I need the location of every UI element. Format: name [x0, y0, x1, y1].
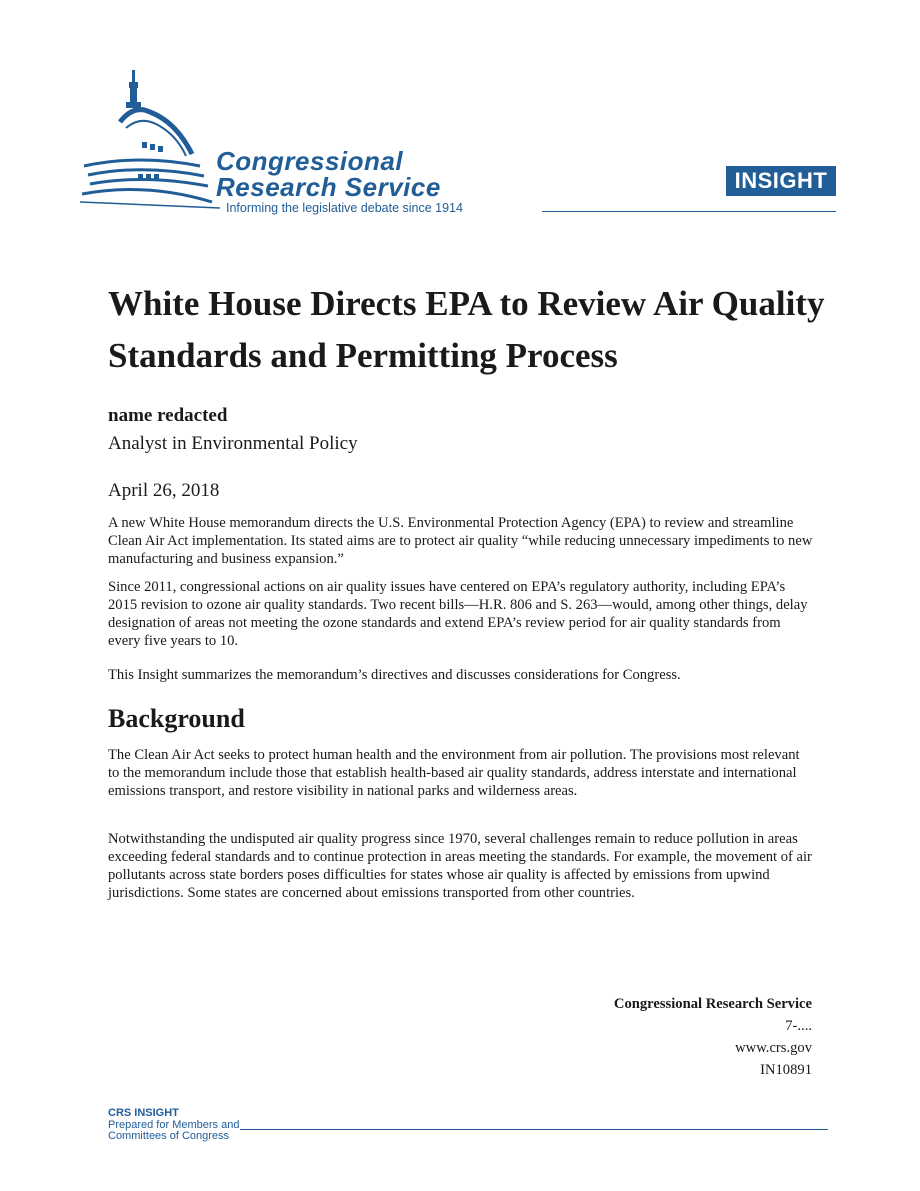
paragraph-summary: This Insight summarizes the memorandum’s directives and discusses considerations for Congress.	[108, 667, 681, 683]
capitol-dome-icon	[80, 62, 220, 222]
series-label	[108, 1108, 239, 1143]
org-name-line1: Congressional	[216, 146, 404, 176]
insight-badge: INSIGHT	[726, 166, 836, 196]
footer-org: Congressional Research Service	[613, 996, 812, 1012]
series-name: CRS INSIGHT	[108, 1107, 179, 1119]
section-heading-background: Background	[108, 704, 245, 733]
crs-logo	[80, 62, 840, 222]
paragraph-background-1: The Clean Air Act seeks to protect human health and the environment from air pollution. The provisions most relevant to the memorandum include those that establish health-based air quality standards, address interstate and international emissions transport, and restore visibility in national parks and wilderness areas.	[108, 747, 800, 799]
footer-website: www.crs.gov	[735, 1040, 812, 1056]
author-title: Analyst in Environmental Policy	[108, 433, 358, 454]
footer-code: 7-....	[785, 1018, 812, 1034]
prepared-for-line2: Committees of Congress	[108, 1130, 230, 1142]
paragraph-congress: Since 2011, congressional actions on air quality issues have centered on EPA’s regulatory authority, including EPA’s 2015 revision to ozone air quality standards. Two recent bills—H.R. 806 and S. 263—would, among other things, delay designation of areas not meeting the ozone standards and extend EPA’s review period for air quality standards from every five years to 10.	[108, 579, 808, 649]
author-name: name redacted	[108, 405, 228, 426]
org-tagline: Informing the legislative debate since 1914	[226, 201, 463, 215]
prepared-for-line1: Prepared for Members and	[108, 1118, 240, 1131]
header-rule	[542, 211, 836, 212]
paragraph-background-2: Notwithstanding the undisputed air quality progress since 1970, several challenges remain to reduce pollution in areas exceeding federal standards and to continue protection in areas meeting the standards. For example, the movement of air pollutants across state borders poses difficulties for states whose air quality is affected by emissions from upwind jurisdictions. Some states are concerned about emissions transported from other countries.	[108, 831, 812, 901]
paragraph-intro: A new White House memorandum directs the U.S. Environmental Protection Agency (EPA) to review and streamline Clean Air Act implementation. Its stated aims are to protect air quality “while reducing unnecessary impediments to new manufacturing and business expansion.”	[108, 515, 813, 567]
footer-rule	[240, 1129, 828, 1130]
org-name-line2: Research Service	[216, 172, 441, 202]
footer-citation	[614, 993, 812, 1081]
document-title: White House Directs EPA to Review Air Quality Standards and Permitting Process	[108, 284, 825, 375]
footer-report-id: IN10891	[760, 1062, 812, 1078]
publication-date: April 26, 2018	[108, 480, 220, 501]
